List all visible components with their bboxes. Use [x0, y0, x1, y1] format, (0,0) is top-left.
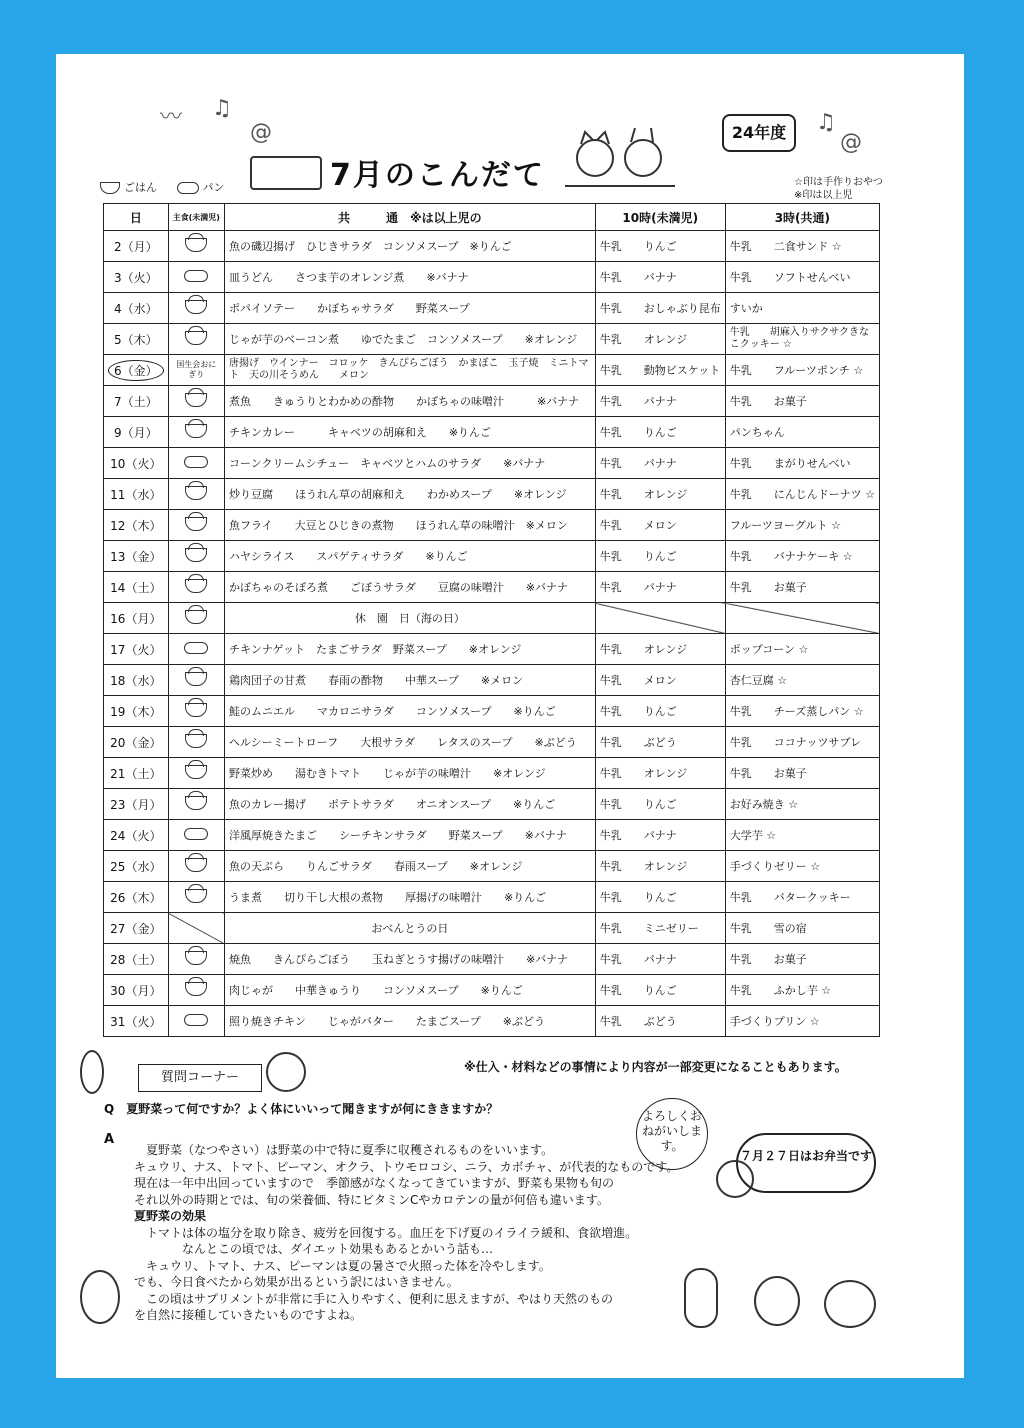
common-menu-cell: 焼魚 きんぴらごぼう 玉ねぎとうす揚げの味噌汁 ※バナナ: [224, 944, 595, 975]
snack-3pm-cell: 牛乳 バタークッキー: [725, 882, 879, 913]
cat-and-rabbit-illustration: [565, 128, 675, 192]
answer-line: でも、今日食べたから効果が出るという訳にはいきません。: [134, 1275, 459, 1289]
rice-bowl-icon: [185, 579, 207, 593]
table-row: [104, 1006, 880, 1037]
bread-icon: [184, 456, 208, 468]
answer-line: キュウリ、トマト、ナス、ピーマンは夏の暑さで火照った体を冷やします。: [134, 1258, 551, 1273]
snack-10am-cell: 牛乳 バナナ: [595, 448, 725, 479]
rice-bowl-icon: [185, 982, 207, 996]
qa-corner-title: 質問コーナー: [138, 1064, 262, 1092]
staple-cell: [168, 975, 224, 1006]
answer-line: 現在は一年中出回っていますので 季節感がなくなってきていますが、野菜も果物も旬の: [134, 1176, 615, 1190]
table-row: [104, 231, 880, 262]
common-menu-cell: 魚フライ 大豆とひじきの煮物 ほうれん草の味噌汁 ※メロン: [224, 510, 595, 541]
staple-legend: [100, 179, 225, 195]
table-row: [104, 355, 880, 386]
staple-cell: [168, 758, 224, 789]
page-title: 7月のこんだて: [330, 158, 545, 193]
snack-3pm-cell: 牛乳 お菓子: [725, 944, 879, 975]
note-older-children: ※印は以上児: [794, 190, 853, 201]
date-cell: 16（月）: [104, 603, 169, 634]
greeting-bubble: よろしくおねがいします。: [636, 1098, 708, 1170]
snack-10am-cell: 牛乳 りんご: [595, 417, 725, 448]
corn-character-illustration: [80, 1050, 104, 1094]
staple-cell: [168, 448, 224, 479]
rice-bowl-icon: [185, 548, 207, 562]
snack-3pm-cell: 牛乳 にんじんドーナツ ☆: [725, 479, 879, 510]
qa-answer-label: A: [104, 1132, 115, 1147]
snack-10am-cell: 牛乳 オレンジ: [595, 324, 725, 355]
table-row: [104, 572, 880, 603]
rice-bowl-icon: [185, 486, 207, 500]
common-menu-cell: チキンナゲット たまごサラダ 野菜スープ ※オレンジ: [224, 634, 595, 665]
date-cell: 9（月）: [104, 417, 169, 448]
snack-10am-cell: 牛乳 りんご: [595, 696, 725, 727]
rice-bowl-icon: [185, 951, 207, 965]
date-cell: 13（金）: [104, 541, 169, 572]
date-cell: 21（土）: [104, 758, 169, 789]
date-cell: 28（土）: [104, 944, 169, 975]
snack-3pm-cell: フルーツヨーグルト ☆: [725, 510, 879, 541]
legend-bread-label: パン: [202, 181, 225, 194]
snack-3pm-cell: ポップコーン ☆: [725, 634, 879, 665]
snack-3pm-cell: パンちゃん: [725, 417, 879, 448]
rice-bowl-icon: [185, 858, 207, 872]
table-row: [104, 789, 880, 820]
common-menu-cell: 鮭のムニエル マカロニサラダ コンソメスープ ※りんご: [224, 696, 595, 727]
bird-character-illustration: [716, 1160, 754, 1198]
common-menu-cell: コーンクリームシチュー キャベツとハムのサラダ ※バナナ: [224, 448, 595, 479]
snack-3pm-cell: 手づくりプリン ☆: [725, 1006, 879, 1037]
staple-cell: [168, 479, 224, 510]
date-cell: [104, 355, 169, 386]
common-menu-cell: 野菜炒め 湯むきトマト じゃが芋の味噌汁 ※オレンジ: [224, 758, 595, 789]
table-row: [104, 293, 880, 324]
swirl-icon: @: [840, 130, 862, 155]
snack-3pm-cell: 牛乳 バナナケーキ ☆: [725, 541, 879, 572]
snack-3pm-cell: 牛乳 ソフトせんべい: [725, 262, 879, 293]
common-menu-cell: かぼちゃのそぼろ煮 ごぼうサラダ 豆腐の味噌汁 ※バナナ: [224, 572, 595, 603]
snack-10am-cell: 牛乳 りんご: [595, 231, 725, 262]
date-cell: 23（月）: [104, 789, 169, 820]
rice-bowl-icon: [185, 238, 207, 252]
rice-bowl-icon: [185, 703, 207, 717]
snack-3pm-cell: 牛乳 まがりせんべい: [725, 448, 879, 479]
answer-line: それ以外の時期とでは、旬の栄養価、特にビタミンCやカロテンの量が何倍も違います。: [134, 1192, 609, 1207]
table-row: [104, 479, 880, 510]
common-menu-cell: うま煮 切り干し大根の煮物 厚揚げの味噌汁 ※りんご: [224, 882, 595, 913]
table-row: [104, 851, 880, 882]
common-menu-cell: 唐揚げ ウインナー コロッケ きんぴらごぼう かまぼこ 玉子焼 ミニトマト 天の川そうめん メロン: [224, 355, 595, 386]
snack-10am-cell: 牛乳 りんご: [595, 882, 725, 913]
date-cell: 12（木）: [104, 510, 169, 541]
date-cell: 24（火）: [104, 820, 169, 851]
table-row: [104, 882, 880, 913]
bear-character-illustration: [266, 1052, 306, 1092]
snack-10am-cell: 牛乳 りんご: [595, 541, 725, 572]
common-menu-cell: おべんとうの日: [224, 913, 595, 944]
bread-icon: [184, 270, 208, 282]
staple-cell: [168, 634, 224, 665]
qa-answer: [134, 1142, 694, 1324]
snack-10am-cell: 牛乳 ぶどう: [595, 727, 725, 758]
staple-cell: 国生会おにぎり: [168, 355, 224, 386]
common-menu-cell: チキンカレー キャベツの胡麻和え ※りんご: [224, 417, 595, 448]
answer-line: 夏野菜（なつやさい）は野菜の中で特に夏季に収穫されるものをいいます。: [134, 1143, 554, 1157]
snack-10am-cell: 牛乳 メロン: [595, 665, 725, 696]
staple-cell: [168, 417, 224, 448]
common-menu-cell: 煮魚 きゅうりとわかめの酢物 かぼちゃの味噌汁 ※バナナ: [224, 386, 595, 417]
rice-bowl-icon: [185, 796, 207, 810]
answer-line: この頃はサプリメントが非常に手に入りやすく、便利に思えますが、やはり天然のもの: [134, 1291, 614, 1306]
table-row: [104, 634, 880, 665]
snack-3pm-cell: 牛乳 フルーツポンチ ☆: [725, 355, 879, 386]
snack-10am-cell: 牛乳 バナナ: [595, 944, 725, 975]
date-cell: 5（木）: [104, 324, 169, 355]
bento-day-note: ７月２７日はお弁当です: [736, 1133, 876, 1193]
table-row: [104, 510, 880, 541]
rice-bowl-icon: [185, 889, 207, 903]
change-disclaimer: ※仕入・材料などの事情により内容が一部変更になることもあります。: [464, 1060, 847, 1074]
snack-10am-cell: 牛乳 オレンジ: [595, 758, 725, 789]
staple-cell: [168, 541, 224, 572]
snack-3pm-cell: 牛乳 チーズ蒸しパン ☆: [725, 696, 879, 727]
snack-10am-cell: 牛乳 オレンジ: [595, 634, 725, 665]
snack-10am-cell: 牛乳 バナナ: [595, 572, 725, 603]
date-cell: 31（火）: [104, 1006, 169, 1037]
date-cell: 14（土）: [104, 572, 169, 603]
common-menu-cell: 皿うどん さつま芋のオレンジ煮 ※バナナ: [224, 262, 595, 293]
date-cell: 17（火）: [104, 634, 169, 665]
staple-cell: [168, 1006, 224, 1037]
common-menu-cell: 炒り豆腐 ほうれん草の胡麻和え わかめスープ ※オレンジ: [224, 479, 595, 510]
menu-table-body: [104, 231, 880, 1037]
snack-3pm-cell: 牛乳 雪の宿: [725, 913, 879, 944]
staple-cell: [168, 386, 224, 417]
bread-icon: [184, 1014, 208, 1026]
snack-3pm-cell: すいか: [725, 293, 879, 324]
note-homemade: ☆印は手作りおやつ: [794, 177, 883, 188]
snack-10am-cell: 牛乳 りんご: [595, 975, 725, 1006]
table-row: [104, 541, 880, 572]
menu-table: [103, 203, 880, 1037]
answer-line: を自然に接種していきたいものですよね。: [134, 1308, 363, 1322]
staple-cell: [168, 820, 224, 851]
legend-rice-label: ごはん: [124, 181, 157, 194]
snack-10am-cell: 牛乳 バナナ: [595, 820, 725, 851]
staple-cell: [168, 324, 224, 355]
staple-cell: [168, 262, 224, 293]
wind-chime-icon: ♫: [816, 110, 836, 135]
table-row: [104, 696, 880, 727]
legend-notes: [794, 176, 883, 202]
date-cell: 2（月）: [104, 231, 169, 262]
date-cell: 7（土）: [104, 386, 169, 417]
staple-cell: [168, 293, 224, 324]
answer-line: キュウリ、ナス、トマト、ピーマン、オクラ、トウモロコシ、ニラ、カボチャ、が代表的なものです。: [134, 1159, 679, 1174]
snack-3pm-cell: お好み焼き ☆: [725, 789, 879, 820]
date-cell: 3（火）: [104, 262, 169, 293]
date-cell: 26（木）: [104, 882, 169, 913]
col-header-date: 日: [104, 204, 169, 231]
date-cell: 10（火）: [104, 448, 169, 479]
rice-bowl-icon: [185, 424, 207, 438]
table-row: [104, 386, 880, 417]
date-cell: 25（水）: [104, 851, 169, 882]
snack-3pm-cell: 牛乳 お菓子: [725, 758, 879, 789]
date-cell: 27（金）: [104, 913, 169, 944]
rice-bowl-icon: [185, 765, 207, 779]
staple-cell: [168, 851, 224, 882]
snack-3pm-cell: 牛乳 お菓子: [725, 386, 879, 417]
table-row: [104, 975, 880, 1006]
vegetable-character-illustration: [80, 1270, 120, 1324]
snack-3pm-cell: [725, 603, 879, 634]
rice-bowl-icon: [185, 331, 207, 345]
circled-date: 6（金）: [108, 360, 164, 381]
common-menu-cell: 休 園 日（海の日）: [224, 603, 595, 634]
staple-cell: [168, 696, 224, 727]
wind-chime-icon: ♫: [212, 96, 232, 121]
snack-10am-cell: 牛乳 ぶどう: [595, 1006, 725, 1037]
common-menu-cell: じゃが芋のベーコン煮 ゆでたまご コンソメスープ ※オレンジ: [224, 324, 595, 355]
col-header-staple: 主食(未満児): [168, 204, 224, 231]
swirl-icon: @: [250, 120, 272, 145]
answer-line: なんとこの頃では、ダイエット効果もあるとかいう話も…: [134, 1242, 494, 1256]
staple-cell: [168, 603, 224, 634]
answer-line: トマトは体の塩分を取り除き、疲労を回復する。血圧を下げ夏のイライラ緩和、食欲増進。: [134, 1225, 638, 1240]
snack-3pm-cell: 杏仁豆腐 ☆: [725, 665, 879, 696]
table-row: [104, 820, 880, 851]
staple-cell: [168, 665, 224, 696]
table-row: [104, 262, 880, 293]
table-row: [104, 417, 880, 448]
common-menu-cell: 鶏肉団子の甘煮 春雨の酢物 中華スープ ※メロン: [224, 665, 595, 696]
snack-10am-cell: 牛乳 動物ビスケット: [595, 355, 725, 386]
table-row: [104, 603, 880, 634]
rice-bowl-icon: [100, 182, 120, 194]
common-menu-cell: ヘルシーミートローフ 大根サラダ レタスのスープ ※ぶどう: [224, 727, 595, 758]
common-menu-cell: 肉じゃが 中華きゅうり コンソメスープ ※りんご: [224, 975, 595, 1006]
bread-icon: [184, 828, 208, 840]
date-cell: 11（水）: [104, 479, 169, 510]
table-row: [104, 727, 880, 758]
staple-cell: [168, 572, 224, 603]
date-cell: 4（水）: [104, 293, 169, 324]
snack-3pm-cell: 手づくりゼリー ☆: [725, 851, 879, 882]
snack-10am-cell: 牛乳 バナナ: [595, 386, 725, 417]
common-menu-cell: 照り焼きチキン じゃがバター たまごスープ ※ぶどう: [224, 1006, 595, 1037]
table-row: [104, 913, 880, 944]
col-header-common: 共 通 ※は以上児の: [224, 204, 595, 231]
bread-icon: [177, 182, 199, 194]
rice-bowl-icon: [185, 610, 207, 624]
swirl-icon: 〰: [160, 105, 183, 130]
bread-icon: [184, 642, 208, 654]
snack-10am-cell: 牛乳 メロン: [595, 510, 725, 541]
common-menu-cell: 魚の天ぷら りんごサラダ 春雨スープ ※オレンジ: [224, 851, 595, 882]
rabbit-character-illustration: [754, 1276, 800, 1326]
snack-3pm-cell: 牛乳 二食サンド ☆: [725, 231, 879, 262]
year-badge: 24年度: [722, 114, 796, 152]
table-row: [104, 758, 880, 789]
date-cell: 30（月）: [104, 975, 169, 1006]
rice-bowl-icon: [185, 393, 207, 407]
table-row: [104, 324, 880, 355]
cucumber-character-illustration: [684, 1268, 718, 1328]
table-row: [104, 448, 880, 479]
snack-10am-cell: 牛乳 バナナ: [595, 262, 725, 293]
snack-10am-cell: 牛乳 おしゃぶり昆布: [595, 293, 725, 324]
snack-3pm-cell: 牛乳 ふかし芋 ☆: [725, 975, 879, 1006]
bench-illustration: [250, 156, 322, 190]
snack-3pm-cell: 牛乳 お菓子: [725, 572, 879, 603]
snack-10am-cell: 牛乳 りんご: [595, 789, 725, 820]
staple-cell: [168, 789, 224, 820]
mouse-character-illustration: [824, 1280, 876, 1328]
answer-subheading: 夏野菜の効果: [134, 1209, 207, 1223]
staple-cell: [168, 913, 224, 944]
snack-10am-cell: 牛乳 オレンジ: [595, 851, 725, 882]
rice-bowl-icon: [185, 672, 207, 686]
common-menu-cell: ハヤシライス スパゲティサラダ ※りんご: [224, 541, 595, 572]
snack-3pm-cell: 牛乳 胡麻入りサクサクきなこクッキー ☆: [725, 324, 879, 355]
snack-10am-cell: 牛乳 ミニゼリー: [595, 913, 725, 944]
table-row: [104, 665, 880, 696]
staple-cell: [168, 727, 224, 758]
date-cell: 20（金）: [104, 727, 169, 758]
common-menu-cell: 魚の磯辺揚げ ひじきサラダ コンソメスープ ※りんご: [224, 231, 595, 262]
staple-cell: [168, 231, 224, 262]
date-cell: 18（水）: [104, 665, 169, 696]
table-header-row: [104, 204, 880, 231]
snack-10am-cell: 牛乳 オレンジ: [595, 479, 725, 510]
common-menu-cell: 魚のカレー揚げ ポテトサラダ オニオンスープ ※りんご: [224, 789, 595, 820]
qa-question: Q 夏野菜って何ですか？よく体にいいって聞きますが何にききますか？: [104, 1102, 499, 1116]
snack-3pm-cell: 大学芋 ☆: [725, 820, 879, 851]
rice-bowl-icon: [185, 300, 207, 314]
rice-bowl-icon: [185, 734, 207, 748]
col-header-10am: 10時(未満児): [595, 204, 725, 231]
staple-cell: [168, 944, 224, 975]
staple-cell: [168, 510, 224, 541]
common-menu-cell: 洋風厚焼きたまご シーチキンサラダ 野菜スープ ※バナナ: [224, 820, 595, 851]
col-header-3pm: 3時(共通): [725, 204, 879, 231]
rice-bowl-icon: [185, 517, 207, 531]
snack-10am-cell: [595, 603, 725, 634]
date-cell: 19（木）: [104, 696, 169, 727]
staple-cell: [168, 882, 224, 913]
common-menu-cell: ポパイソテー かぼちゃサラダ 野菜スープ: [224, 293, 595, 324]
snack-3pm-cell: 牛乳 ココナッツサブレ: [725, 727, 879, 758]
table-row: [104, 944, 880, 975]
